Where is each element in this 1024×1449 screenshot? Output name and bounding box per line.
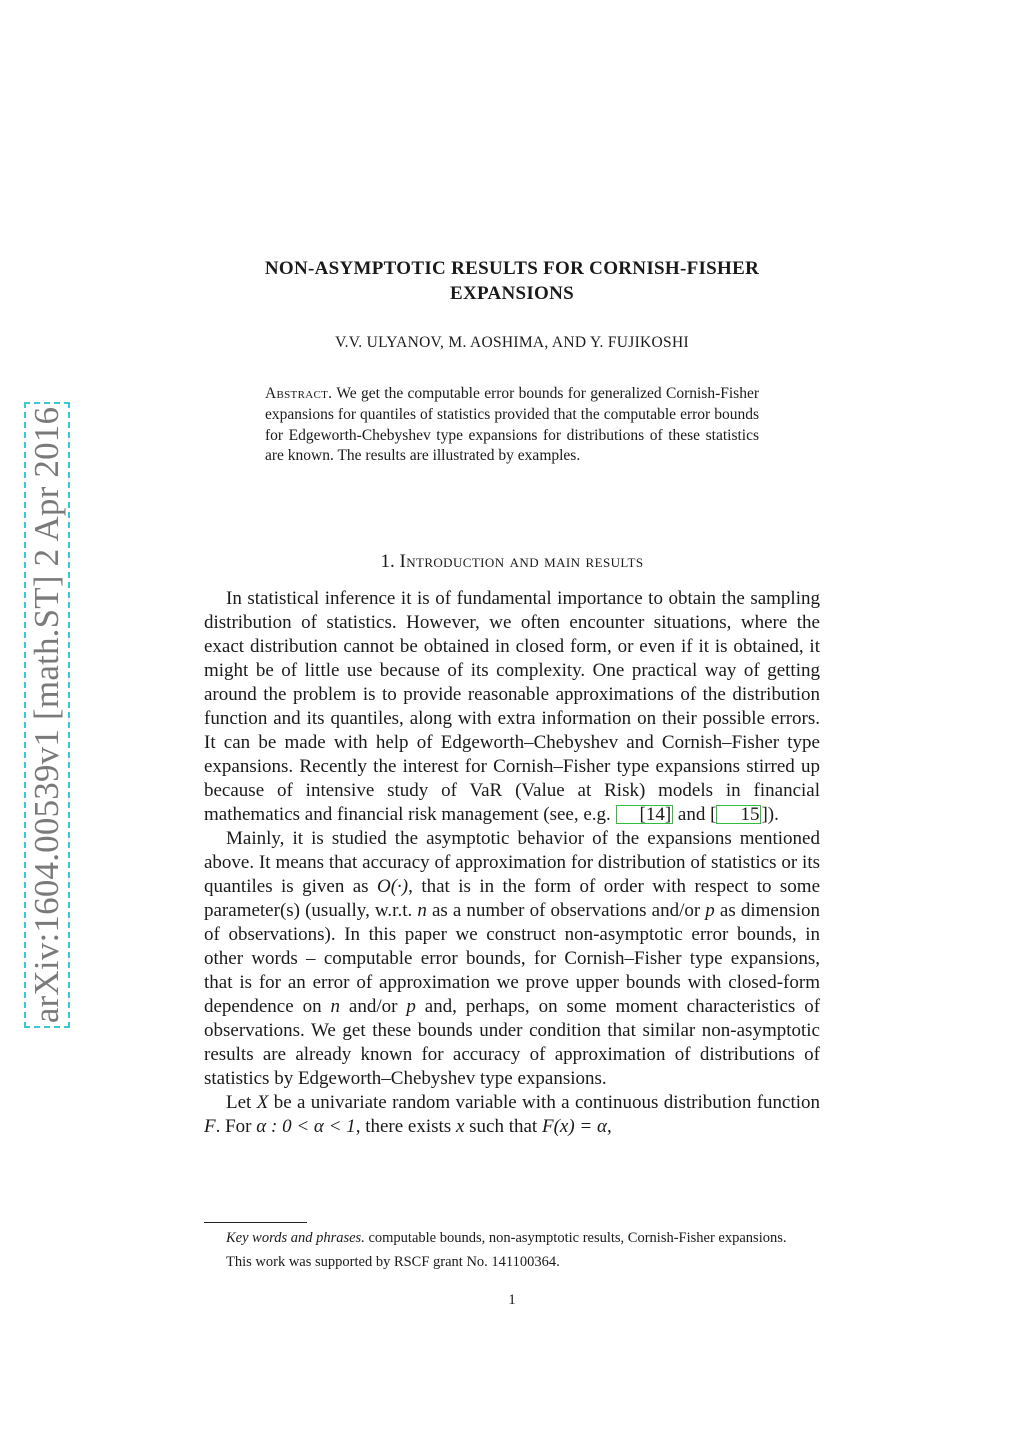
page-number: 1 [508,1292,516,1308]
section-number: 1. [380,551,395,572]
math-f: F [204,1116,216,1137]
paragraph-3-text: , there exists [355,1116,452,1137]
math-x-variable: X [256,1092,269,1113]
title-line-2: EXPANSIONS [449,283,575,304]
math-alpha-condition: α : 0 < α < 1 [256,1116,356,1137]
title-line-1: NON-ASYMPTOTIC RESULTS FOR CORNISH-FISHER [264,258,760,279]
math-n: n [417,900,427,921]
math-n: n [330,996,340,1017]
paragraph-3 [204,1091,820,1139]
math-big-o: O(·) [377,876,409,897]
math-p: p [705,900,715,921]
paragraph-1-and: and [ [677,804,717,825]
paragraph-3-text: be a univariate random variable with a continuous distribution function [273,1092,821,1113]
citation-15[interactable]: 15 [716,805,761,824]
paragraph-3-text: . For [215,1116,252,1137]
paragraph-3-text: such that [469,1116,538,1137]
arxiv-identifier: arXiv:1604.00539v1 [math.ST] 2 Apr 2016 [27,406,66,1024]
footnotes [204,1229,820,1272]
paragraph-2-text: as dimension of observations). In this paper we construct non-asymptotic error bounds, in other words – computable error bounds, for Cornish–Fisher type expansions, that is for an error of approximation we prove upper bounds with closed-form dependence on [204,900,821,1017]
keywords-footnote [204,1229,820,1249]
paragraph-2-text: and/or [348,996,398,1017]
abstract-text: We get the computable error bounds for generalized Cornish-Fisher expansions for quantiles of statistics provided that the computable error bounds for Edgeworth-Chebyshev type expansions for distributions of these statistics are known. The results are illustrated by examples. [265,385,759,465]
math-equation: F(x) = α [541,1116,607,1137]
arxiv-stamp[interactable] [24,402,70,1028]
section-heading [204,551,820,573]
paragraph-1-text: In statistical inference it is of fundamental importance to obtain the sampling distribution of statistics. However, we often encounter situations, where the exact distribution cannot be obtained in closed form, or even if it is obtained, it might be of little use because of its complexity. One practical way of getting around the problem is to provide reasonable approximations of the distribution function and its quantiles, along with extra information on their possible errors. It can be made with help of Edgeworth–Chebyshev and Cornish–Fisher type expansions. Recently the interest for Cornish–Fisher type expansions stirred up because of intensive study of VaR (Value at Risk) models in financial mathematics and financial risk management (see, e.g. [204,588,820,825]
author-list: V.V. ULYANOV, M. AOSHIMA, AND Y. FUJIKOSHI [335,334,689,351]
keywords-label: Key words and phrases. [226,1230,365,1246]
abstract-label: Abstract. [265,385,333,402]
math-x: x [455,1116,465,1137]
citation-14[interactable]: [14] [616,805,674,824]
paragraph-2-text: , that is in the form of order with respect to some parameter(s) (usually, w.r.t. [204,876,820,921]
paragraph-1-end: ]). [761,804,779,825]
paragraph-1 [204,587,820,827]
paragraph-2-text: and, perhaps, on some moment characteristics of observations. We get these bounds under condition that similar non-asymptotic results are already known for accuracy of approximation of distributions of statistics by Edgeworth–Chebyshev type expansions. [204,996,821,1089]
abstract [265,384,759,467]
paragraph-3-text: Let [226,1092,252,1113]
body-text [204,587,820,1139]
keywords-text: computable bounds, non-asymptotic results, Cornish-Fisher expansions. [368,1230,787,1246]
support-footnote: This work was supported by RSCF grant No. 141100364. [226,1253,560,1270]
footnote-divider [204,1222,307,1223]
section-title: Introduction and main results [399,551,644,572]
paragraph-3-text: , [606,1116,612,1137]
paragraph-2 [204,827,820,1091]
math-p: p [406,996,416,1017]
paragraph-2-text: Mainly, it is studied the asymptotic behavior of the expansions mentioned above. It means that accuracy of approximation for distribution of statistics or its quantiles is given as [204,828,820,897]
paragraph-2-text: as a number of observations and/or [431,900,701,921]
paper-title [204,256,820,306]
